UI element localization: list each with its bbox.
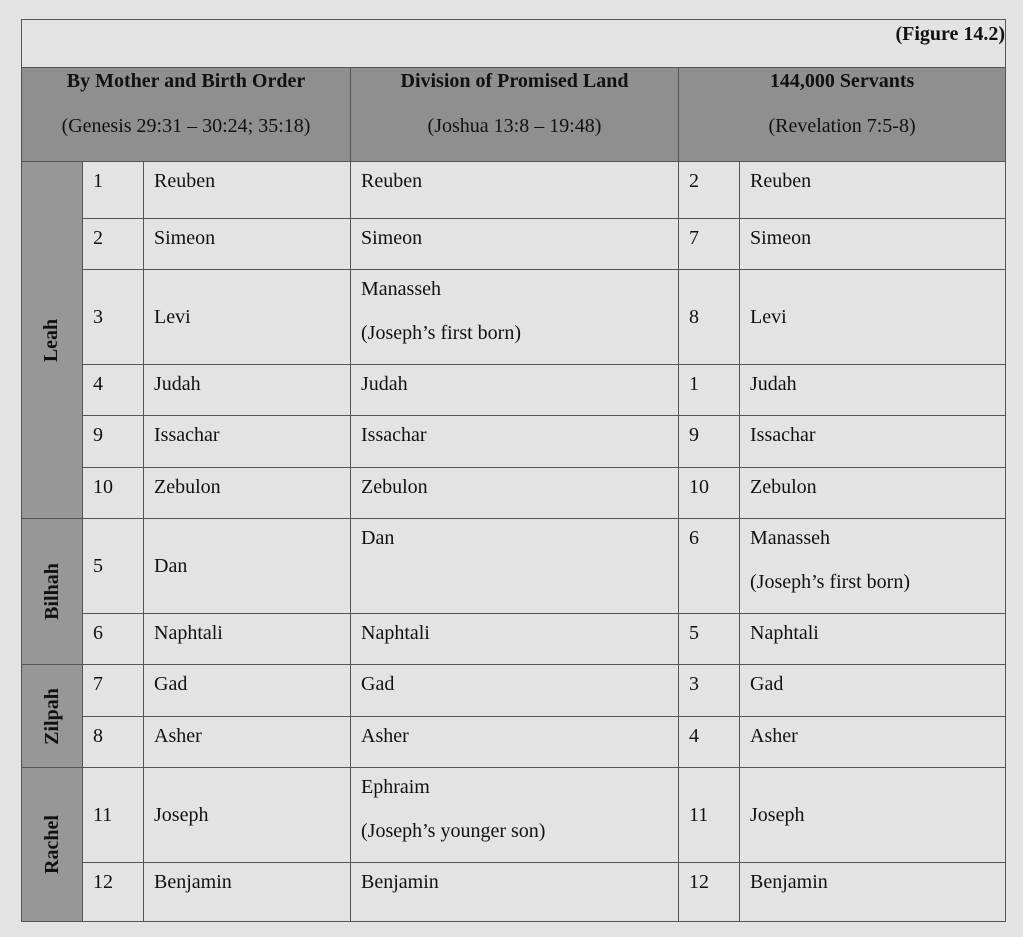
servants-tribe-name: Levi <box>750 305 787 328</box>
birth-order-number: 2 <box>83 219 144 270</box>
land-division-cell <box>351 863 679 922</box>
servants-tribe-name: Judah <box>750 373 797 395</box>
birth-order-name: Asher <box>144 717 351 768</box>
servants-cell <box>740 162 1006 219</box>
servants-tribe-name: Simeon <box>750 227 812 249</box>
land-tribe-name: Asher <box>361 725 409 747</box>
servants-cell <box>740 863 1006 922</box>
header-land-title: Division of Promised Land <box>400 70 629 92</box>
land-division-cell <box>351 519 679 614</box>
servants-tribe-name: Joseph <box>750 803 805 826</box>
servants-number: 3 <box>679 665 740 717</box>
land-tribe-name: Ephraim <box>361 776 430 798</box>
servants-tribe-note: (Joseph’s first born) <box>750 571 910 593</box>
servants-cell <box>740 365 1006 416</box>
servants-number: 7 <box>679 219 740 270</box>
table-row <box>22 365 1006 416</box>
land-division-cell <box>351 162 679 219</box>
servants-cell <box>740 468 1006 519</box>
birth-order-number: 7 <box>83 665 144 717</box>
birth-order-name: Levi <box>144 270 351 365</box>
header-land-ref: (Joshua 13:8 – 19:48) <box>427 115 602 137</box>
birth-order-number: 5 <box>83 519 144 614</box>
land-tribe-name: Issachar <box>361 424 427 446</box>
table-row <box>22 468 1006 519</box>
table-row <box>22 270 1006 365</box>
birth-order-name: Reuben <box>144 162 351 219</box>
land-tribe-name: Gad <box>361 673 395 695</box>
tribes-table <box>21 19 1006 922</box>
header-servants-ref: (Revelation 7:5-8) <box>768 115 916 137</box>
birth-order-name: Judah <box>144 365 351 416</box>
servants-cell <box>740 768 1006 863</box>
header-promised-land <box>351 68 679 162</box>
servants-number: 4 <box>679 717 740 768</box>
mother-label-cell <box>22 768 83 922</box>
birth-order-number: 11 <box>83 768 144 863</box>
land-division-cell <box>351 768 679 863</box>
servants-number: 9 <box>679 416 740 468</box>
table-row <box>22 665 1006 717</box>
land-division-cell <box>351 219 679 270</box>
header-servants <box>679 68 1006 162</box>
figure-label: (Figure 14.2) <box>895 23 1006 45</box>
mother-label: Leah <box>40 318 63 362</box>
servants-tribe-name: Manasseh <box>750 527 830 549</box>
servants-cell <box>740 416 1006 468</box>
table-row <box>22 717 1006 768</box>
birth-order-number: 1 <box>83 162 144 219</box>
servants-number: 10 <box>679 468 740 519</box>
header-birth-order <box>22 68 351 162</box>
birth-order-number: 8 <box>83 717 144 768</box>
servants-tribe-name: Naphtali <box>750 622 819 644</box>
land-tribe-name: Manasseh <box>361 278 441 300</box>
table-row <box>22 614 1006 665</box>
land-division-cell <box>351 270 679 365</box>
table-row <box>22 219 1006 270</box>
servants-tribe-name: Asher <box>750 725 798 747</box>
table-row <box>22 863 1006 922</box>
birth-order-name: Zebulon <box>144 468 351 519</box>
servants-number: 6 <box>679 519 740 614</box>
birth-order-name: Gad <box>144 665 351 717</box>
servants-number: 1 <box>679 365 740 416</box>
birth-order-number: 4 <box>83 365 144 416</box>
servants-cell <box>740 219 1006 270</box>
land-tribe-note: (Joseph’s first born) <box>361 322 521 344</box>
mother-label: Bilhah <box>40 563 63 620</box>
land-tribe-name: Benjamin <box>361 871 439 893</box>
servants-tribe-name: Issachar <box>750 424 816 446</box>
land-division-cell <box>351 468 679 519</box>
servants-number: 2 <box>679 162 740 219</box>
birth-order-number: 9 <box>83 416 144 468</box>
header-birth-title: By Mother and Birth Order <box>66 70 306 92</box>
figure-caption-row <box>22 20 1006 68</box>
servants-number: 12 <box>679 863 740 922</box>
birth-order-number: 3 <box>83 270 144 365</box>
land-division-cell <box>351 365 679 416</box>
mother-label-cell <box>22 665 83 768</box>
birth-order-name: Simeon <box>144 219 351 270</box>
birth-order-name: Naphtali <box>144 614 351 665</box>
birth-order-number: 10 <box>83 468 144 519</box>
servants-cell <box>740 614 1006 665</box>
servants-number: 8 <box>679 270 740 365</box>
header-servants-title: 144,000 Servants <box>769 70 915 92</box>
table-row <box>22 416 1006 468</box>
table-row <box>22 519 1006 614</box>
land-division-cell <box>351 665 679 717</box>
land-tribe-name: Reuben <box>361 170 423 192</box>
header-birth-ref: (Genesis 29:31 – 30:24; 35:18) <box>61 115 311 137</box>
birth-order-name: Benjamin <box>144 863 351 922</box>
birth-order-name: Dan <box>144 519 351 614</box>
servants-tribe-name: Zebulon <box>750 476 817 498</box>
land-tribe-name: Naphtali <box>361 622 430 644</box>
land-division-cell <box>351 717 679 768</box>
table-row <box>22 768 1006 863</box>
servants-number: 11 <box>679 768 740 863</box>
birth-order-number: 12 <box>83 863 144 922</box>
land-tribe-name: Dan <box>361 527 395 549</box>
servants-number: 5 <box>679 614 740 665</box>
mother-label: Rachel <box>40 815 63 874</box>
mother-label-cell <box>22 519 83 665</box>
birth-order-name: Joseph <box>144 768 351 863</box>
servants-cell <box>740 519 1006 614</box>
land-tribe-name: Zebulon <box>361 476 428 498</box>
birth-order-name: Issachar <box>144 416 351 468</box>
land-tribe-name: Simeon <box>361 227 423 249</box>
servants-tribe-name: Reuben <box>750 170 812 192</box>
header-row <box>22 68 1006 162</box>
land-tribe-note: (Joseph’s younger son) <box>361 820 546 842</box>
servants-tribe-name: Benjamin <box>750 871 828 893</box>
servants-cell <box>740 665 1006 717</box>
table-row <box>22 162 1006 219</box>
birth-order-number: 6 <box>83 614 144 665</box>
land-division-cell <box>351 416 679 468</box>
mother-label-cell <box>22 162 83 519</box>
servants-cell <box>740 717 1006 768</box>
servants-cell <box>740 270 1006 365</box>
land-tribe-name: Judah <box>361 373 408 395</box>
mother-label: Zilpah <box>40 687 63 745</box>
land-division-cell <box>351 614 679 665</box>
servants-tribe-name: Gad <box>750 673 784 695</box>
